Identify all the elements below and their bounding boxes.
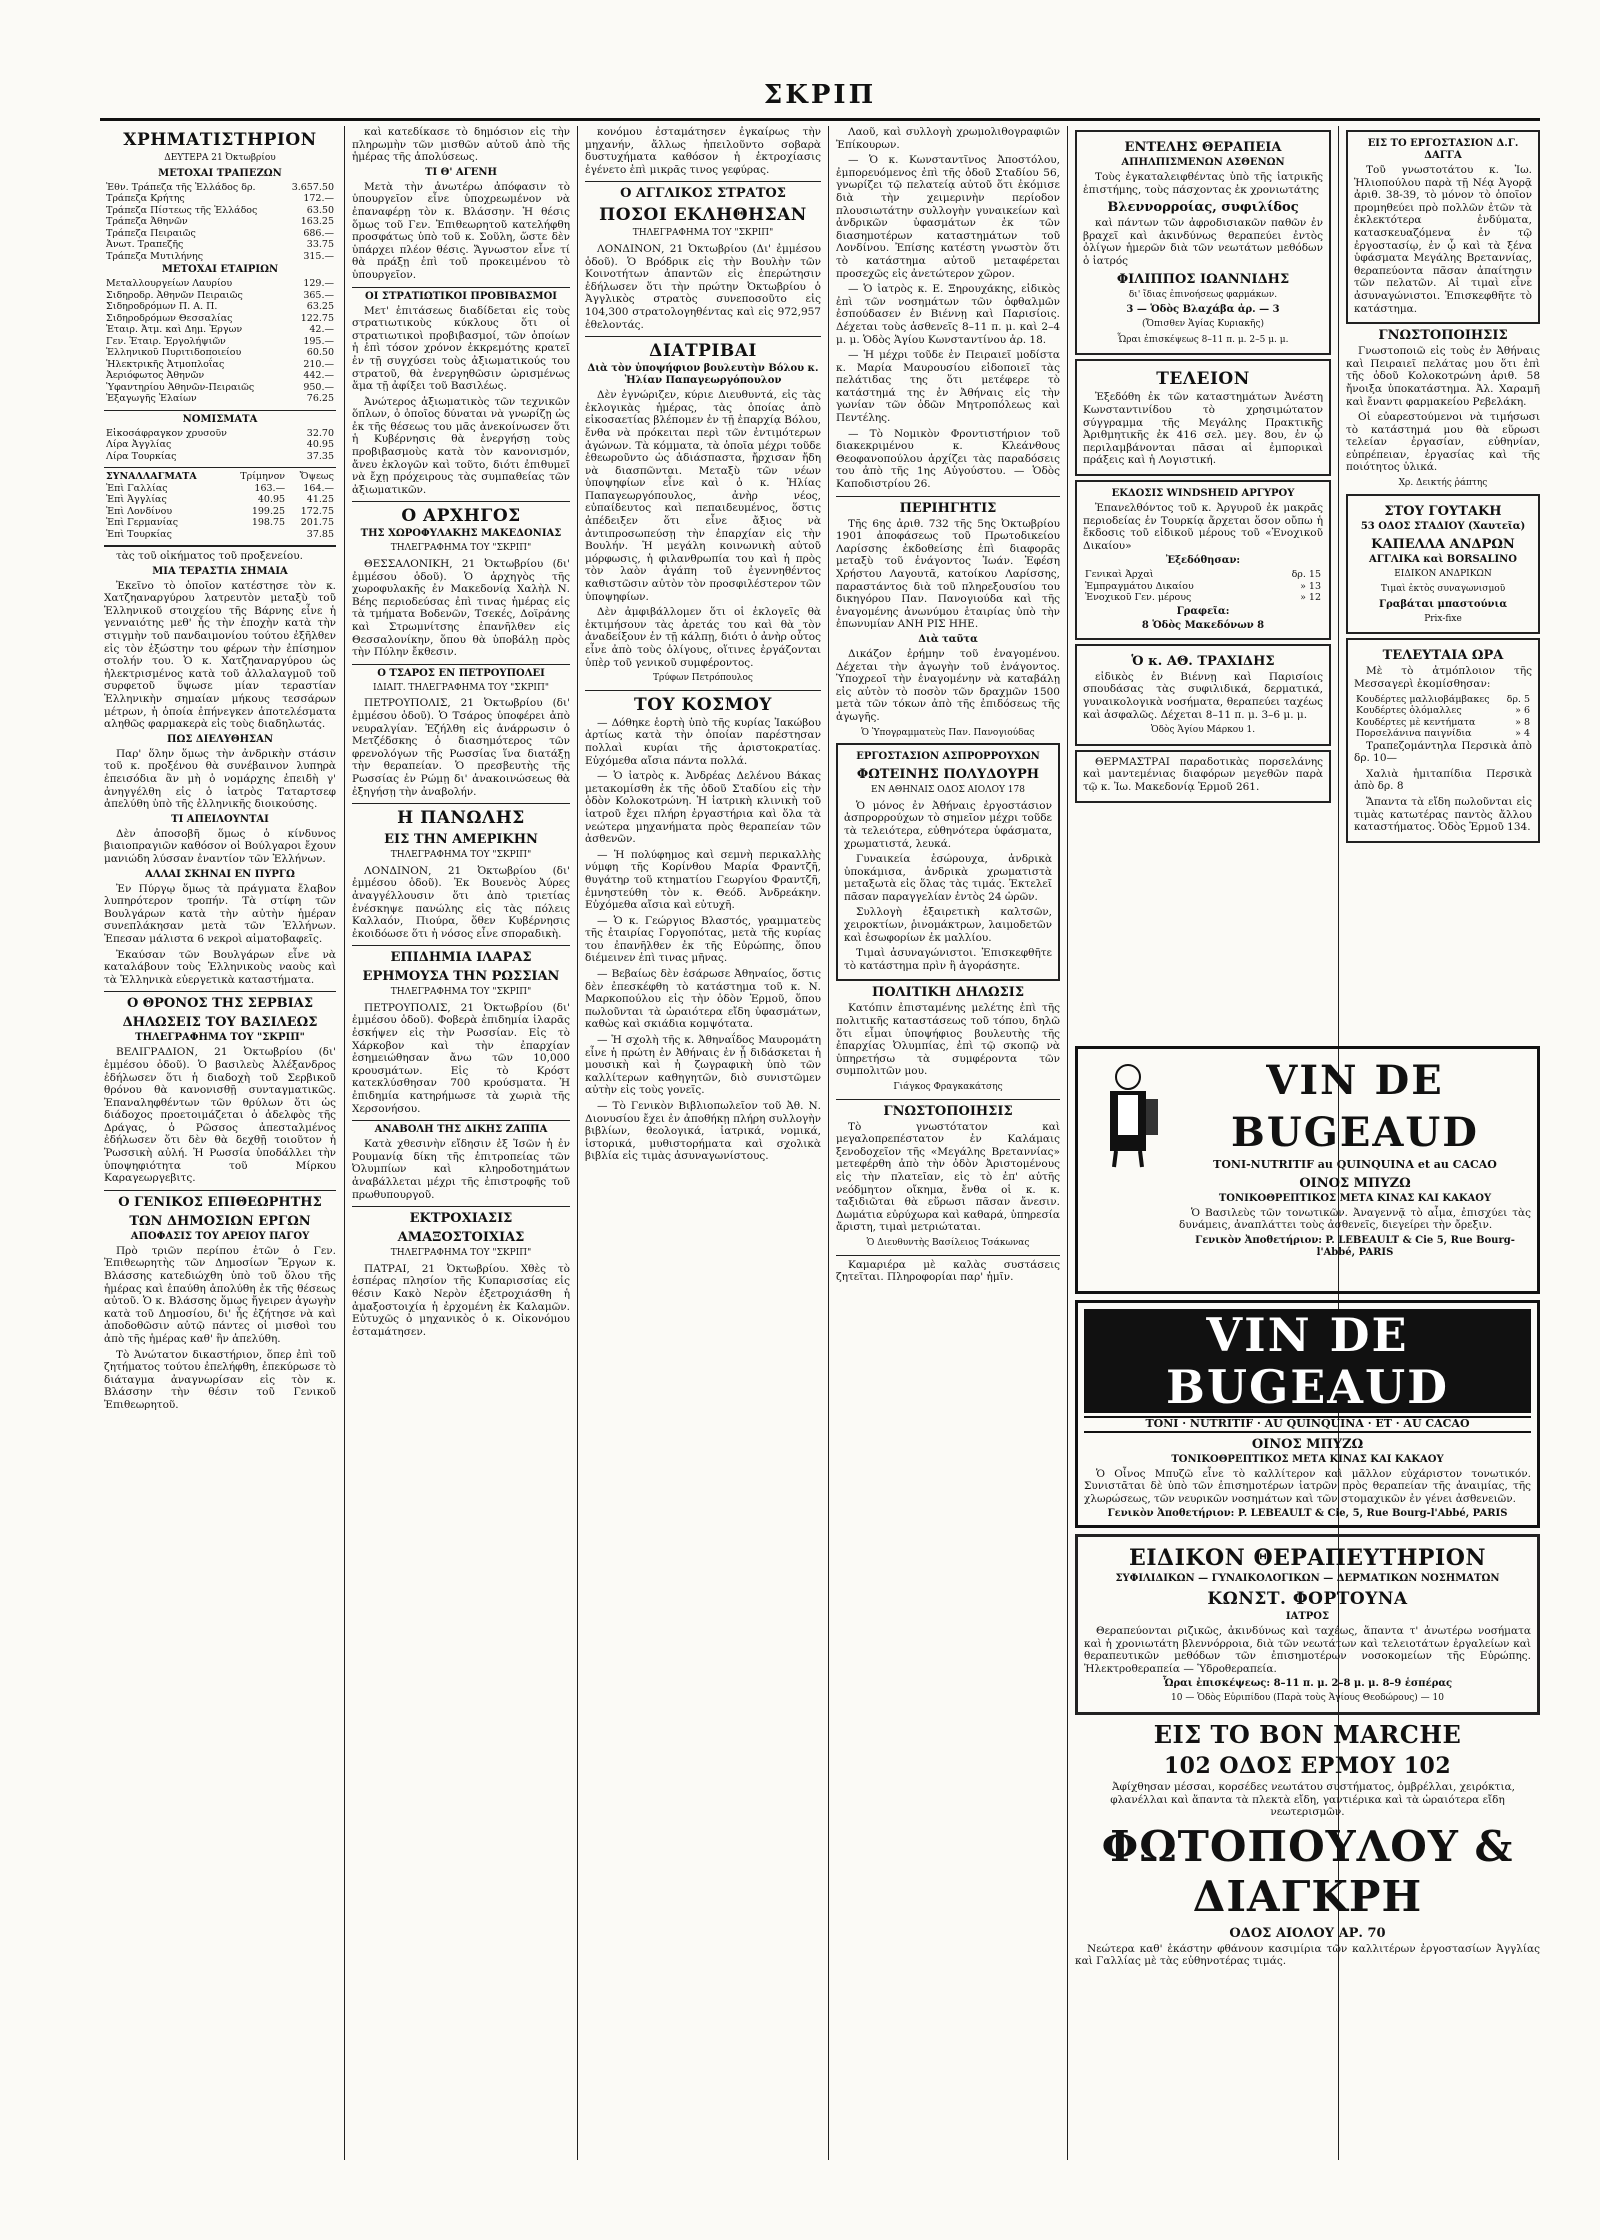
companies-title: ΜΕΤΟΧΑΙ ΕΤΑΙΡΙΩΝ [161, 264, 279, 276]
row-label: Τράπεζα Ἀθηνῶν [106, 216, 188, 228]
column-rule [344, 126, 345, 2160]
row-label: Ἡλεκτρικῆς Ἀτμοπλοΐας [106, 358, 225, 370]
hours: Ὧραι ἐπισκέψεως: 8–11 π. μ. 2–8 μ. μ. 8–9 ἑσπέρας [1162, 1678, 1453, 1690]
ad-teleion [1075, 359, 1331, 476]
signature: Γιάγκος Φραγκακάτσης [893, 1082, 1003, 1092]
hours: Ὧραι ἐπισκέψεως 8–11 π. μ. 2–5 μ. μ. [1117, 334, 1289, 345]
table-row [104, 359, 336, 371]
ad-agent: Γενικὸν Ἀποθετήριον: P. LEBEAULT & Cie 5, Rue Bourg-l'Abbé, PARIS [1195, 1234, 1515, 1258]
ad-title: VIN DE BUGEAUD [1231, 1057, 1479, 1156]
table-row [104, 205, 336, 217]
ad-goutaki [1346, 494, 1540, 635]
label: Γραφεῖα: [1176, 605, 1230, 617]
table-row [1354, 717, 1532, 729]
table-row [1354, 705, 1532, 717]
row-value: 3.657.50 [291, 181, 334, 193]
headline: ΕΡΗΜΟΥΣΑ ΤΗΝ ΡΩΣΣΙΑΝ [362, 969, 560, 985]
table-row [104, 193, 336, 205]
text: καὶ κατεδίκασε τὸ δημόσιον εἰς τὴν πληρωμὴν τῶν μισθῶν αὐτοῦ ἀπὸ τῆς ἡμέρας τῆς ἀπολύσεως. [352, 126, 570, 164]
fx-header: Ὄψεως [299, 471, 334, 483]
row-value: » 8 [1515, 716, 1530, 728]
text: Τιμαὶ ἐκτὸς συναγωνισμοῦ [1380, 584, 1506, 595]
row-value: 33.75 [306, 239, 334, 251]
column-4 [836, 126, 1060, 2160]
table-row [104, 483, 336, 495]
address: 10 — Ὁδὸς Εὐριπίδου (Παρὰ τοὺς Ἁγίους Θεοδώρους) — 10 [1171, 1693, 1444, 1704]
ad-bonmarche [1075, 1721, 1540, 1819]
headline: Ὁ κ. ΑΘ. ΤΡΑΧΙΔΗΣ [1131, 653, 1275, 669]
telegram-line: ΤΗΛΕΓΡΑΦΗΜΑ ΤΟΥ "ΣΚΡΙΠ" [632, 228, 774, 239]
table-row [104, 393, 336, 405]
text: ΑΓΓΛΙΚΑ καὶ BORSALINO [1368, 553, 1518, 565]
row-value: 41.25 [306, 494, 334, 506]
text: — Τὸ Νομικὸν Φροντιστήριον τοῦ διακεκριμένου κ. Κλεάνθους Θεοφανοπούλου ἀρχίζει τὰς παραδόσεις του ἀπὸ τῆς 1ης Αὐγούστου. — Ὁδὸς Καποδιστρίου 26. [836, 427, 1060, 491]
headline: ΦΙΛΙΠΠΟΣ ΙΩΑΝΝΙΔΗΣ [1116, 271, 1290, 287]
headline: Ο ΘΡΟΝΟΣ ΤΗΣ ΣΕΡΒΙΑΣ [126, 996, 314, 1012]
table-row [104, 439, 336, 451]
row-value: 199.25 [251, 505, 286, 517]
text: — Ὁ κ. Γεώργιος Βλαστός, γραμματεὺς τῆς ἐταιρίας Γοργοπότας, μετὰ τῆς κυρίας του ἐπανῆλθεν ἐκ τῆς Εὐρώπης, ὅπου διέμεινεν ἐπὶ τινας μῆνας. [585, 914, 821, 965]
text: Ὁ Βασιλεὺς τῶν τονωτικῶν. Ἀναγεννᾷ τὸ αἷμα, ἐπισχύει τὰς δυνάμεις, ἀναπλάττει τοὺς ἀσθενεῖς, διεγείρει τὴν ὄρεξιν. [1179, 1206, 1531, 1232]
headline: ΚΑΠΕΛΛΑ ΑΝΔΡΩΝ [1371, 536, 1515, 552]
address: 3 — Ὁδὸς Βλαχάβα ἀρ. — 3 [1126, 304, 1280, 316]
table-row [104, 278, 336, 290]
telegram-line: ΙΔΙΑΙΤ. ΤΗΛΕΓΡΑΦΗΜΑ ΤΟΥ "ΣΚΡΙΠ" [373, 682, 549, 693]
signature: Τρύφων Πετρόπουλος [653, 673, 753, 684]
ad-desc: ΤΟΝΙΚΟΘΡΕΠΤΙΚΟΣ ΜΕΤΑ ΚΙΝΑΣ ΚΑΙ ΚΑΚΑΟΥ [1171, 1453, 1444, 1465]
table-row [104, 251, 336, 263]
ad-vin-bugeaud-2 [1075, 1300, 1540, 1528]
table-row [104, 301, 336, 313]
text: Ἀφίχθησαν μέσσαι, κορσέδες νεωτάτου συστήματος, ὀμβρέλλαι, χειρόκτια, φλανέλλαι καὶ ἅπαντα τὰ πλεκτὰ εἴδη, γαντιέρικα καὶ τὰ ὡραιότερα εἴδη νεωτερισμῶν. [1110, 1780, 1516, 1819]
signature: Ὁ Διευθυντὴς Βασίλειος Τσάκωνας [866, 1237, 1030, 1248]
text: ΘΕΣΣΑΛΟΝΙΚΗ, 21 Ὀκτωβρίου (δι' ἐμμέσου ὁδοῦ). Ὁ ἀρχηγὸς τῆς χωροφυλακῆς ἐν Μακεδονίᾳ Χαλὴλ Ν. Βέης περιοδεύσας ἐπὶ τινας ἡμέρας εἰς τὰ τμήματα Βοδενῶν, Τσεκές, Δοϊράνης καὶ Στρωμνίτσης ἐπανῆλθεν εἰς Θεσσαλονίκην, ὅπου θὰ ὑποβάλῃ πρὸς τὴν Πύλην ἔκθεσιν. [352, 558, 570, 659]
headline: ΕΙΔΙΚΟΝ ΘΕΡΑΠΕΥΤΗΡΙΟΝ [1128, 1545, 1487, 1571]
headline: 102 ΟΔΟΣ ΕΡΜΟΥ 102 [1163, 1752, 1452, 1779]
ad-title: VIN DE BUGEAUD [1084, 1309, 1531, 1413]
headline: ΤΟΥ ΚΟΣΜΟΥ [634, 694, 772, 715]
headline: ΕΙΣ ΤΗΝ ΑΜΕΡΙΚΗΝ [384, 832, 538, 848]
text: Θεραπεύονται ριζικῶς, ἀκινδύνως καὶ ταχέως, ἅπαντα τ' ἀνωτέρω νοσήματα καὶ ἡ χρονιωτάτη βλεννόρροια, διὰ τῶν νεωτάτων καὶ τελειοτάτων ἐργαλείων καὶ θεραπευτικῶν μεθόδων τῶν ἐπισημοτέρων νοσοκομείων τῆς Εὐρώπης. Ἠλεκτροθεραπεία — Ὑδροθεραπεία. [1084, 1625, 1531, 1675]
ad-subtitle: TONI · NUTRITIF · AU QUINQUINA · ET · AU CACAO [1084, 1416, 1531, 1433]
row-value: 42.— [309, 324, 334, 336]
row-value: 32.70 [306, 427, 334, 439]
text: τὰς τοῦ οἰκήματος τοῦ προξενείου. [116, 550, 303, 563]
signature: Ὁ Ὑπογραμματεὺς Παν. Πανογιούδας [861, 727, 1035, 738]
headline: ΦΩΤΕΙΝΗΣ ΠΟΛΥΔΟΥΡΗ [856, 767, 1040, 783]
text: — Ὁ κ. Κωνσταντῖνος Ἀποστόλου, ἐμπορευόμενος ἐπὶ τῆς ὁδοῦ Σταδίου 56, γνωρίζει τῷ πελατείᾳ αὐτοῦ ὅτι ἐκόμισε διὰ τὴν χειμερινὴν περίοδον πλουσιωτάτην συλλογὴν γυναικείων καὶ ἀνδρικῶν ὑφασμάτων ἐκ τῶν διασημοτέρων καταστημάτων τοῦ Λονδίνου. Ἐπίσης κατέστη γνωστὸν ὅτι τὸ κατάστημα αὐτοῦ μεταφέρεται προσεχῶς εἰς ἀνετώτερον χῶρον. [836, 154, 1060, 280]
column-rule [828, 126, 829, 2160]
ad-thermastres [1075, 750, 1331, 803]
text: — Τὸ Γενικὸν Βιβλιοπωλεῖον τοῦ Ἀθ. Ν. Διονυσίου ἔχει ἐν ἀποθήκῃ πλήρη συλλογὴν βιβλίων, θεολογικά, ἰατρικά, νομικά, ἱστορικά, μυθιστορήματα καὶ σχολικὰ βιβλία εἰς τιμὰς ἀσυναγωνίστους. [585, 1100, 821, 1163]
row-value: 172.75 [300, 505, 334, 517]
headline: Ο ΤΣΑΡΟΣ ΕΝ ΠΕΤΡΟΥΠΟΛΕΙ [377, 667, 545, 679]
row-label: Τράπεζα Πίστεως τῆς Ἑλλάδος [106, 204, 258, 216]
headline: ΟΙ ΣΤΡΑΤΙΩΤΙΚΟΙ ΠΡΟΒΙΒΑΣΜΟΙ [365, 290, 557, 302]
row-label: Κουδέρτες ὁλόμαλλες [1356, 705, 1462, 717]
table-row [104, 216, 336, 228]
text: Νεώτερα καθ' ἑκάστην φθάνουν κασιμίρια τῶν καλλιτέρων ἐργοστασίων Ἀγγλίας καὶ Γαλλίας μὲ τὰς εὐθηνοτέρας τιμάς. [1075, 1942, 1540, 1968]
text: Τιμαὶ ἀσυναγώνιστοι. Ἐπισκεφθῆτε τὸ κατάστημα πρὶν ἢ ἀγοράσητε. [844, 947, 1052, 972]
text: Τῆς 6ης ἀριθ. 732 τῆς 5ης Ὀκτωβρίου 1901 ἀποφάσεως τοῦ Πρωτοδικείου Λαρίσσης ἐκδοθείσης ἐπὶ διαφορᾶς μεταξὺ τοῦ ἐνάγοντος Ἰωάν. Ἐφέση Χρήστου Λαγουτᾶ, κατοίκου Λαρίσσης, παραστάντος διὰ τοῦ πληρεξουσίου του δικηγόρου Παν. Πανογιούδα καὶ τῆς ἐναγομένης ἀνωνύμου ἑταιρίας ὑπὸ τὴν ἐπωνυμίαν ΑΝΗ ΡΙΣ ΗΗΕ. [836, 517, 1060, 631]
headline: ΓΝΩΣΤΟΠΟΙΗΣΙΣ [883, 1103, 1013, 1119]
address: Ὁδὸς Ἁγίου Μάρκου 1. [1150, 725, 1256, 736]
headline: Διὰ ταῦτα [918, 633, 978, 645]
row-value: 37.85 [306, 528, 334, 540]
address: 8 Ὁδὸς Μακεδόνων 8 [1141, 619, 1265, 631]
masthead-title: ΣΚΡΙΠ [763, 80, 877, 110]
table-row [104, 494, 336, 506]
text: Τὸ Ἀνώτατον δικαστήριον, ὅπερ ἐπὶ τοῦ ζητήματος τούτου ἐπελήφθη, ἐπεκύρωσε τὸ διάταγμα ἀναγνωρίσαν εἰς τὸν κ. Βλάσσην τὴν θέσιν τοῦ Γενικοῦ Ἐπιθεωρητοῦ. [104, 1348, 336, 1411]
headline: ΙΑΤΡΟΣ [1285, 1611, 1330, 1622]
row-value: 40.95 [306, 439, 334, 451]
column-3 [585, 126, 821, 2160]
stock-date: ΔΕΥΤΕΡΑ 21 Ὀκτωβρίου [164, 153, 276, 163]
text: Γραβάται μπαστούνια [1378, 598, 1508, 610]
row-value: 163.25 [300, 216, 334, 228]
headline: Ο ΑΓΓΛΙΚΟΣ ΣΤΡΑΤΟΣ [620, 186, 786, 202]
ad-eis [1346, 130, 1540, 324]
text: Δὲν ἀμφιβάλλομεν ὅτι οἱ ἐκλογεῖς θὰ ἐκτιμήσουν τὰς ἀρετάς του καὶ θὰ τὸν ἀναδείξουν ἐν τῇ κάλπῃ, διότι ὁ ἀνὴρ οὗτος εἶνε ἀπὸ τοὺς ὀλίγους, οἵτινες ἐργάζονται ὑπὲρ τοῦ γενικοῦ συμφέροντος. [585, 606, 821, 669]
row-label: Κουδέρτες μαλλιοβάμβακες [1356, 693, 1490, 705]
table-row [104, 428, 336, 440]
headline: ΔΗΛΩΣΕΙΣ ΤΟΥ ΒΑΣΙΛΕΩΣ [122, 1015, 318, 1031]
text: Χαλιὰ ἡμιταπίδια Περσικὰ ἀπὸ δρ. 8 [1354, 767, 1532, 793]
fx-title: ΣΥΝΑΛΛΑΓΜΑΤΑ [106, 471, 197, 483]
headline: ΠΟΛΙΤΙΚΗ ΔΗΛΩΣΙΣ [871, 985, 1025, 1001]
headline: ΠΩΣ ΔΙΕΛΥΘΗΣΑΝ [167, 733, 273, 745]
row-value: 129.— [303, 278, 334, 290]
row-label: Ὑφαντηρίου Ἀθηνῶν-Πειραιῶς [106, 381, 255, 393]
row-label: Τράπεζα Μυτιλήνης [106, 250, 204, 262]
headline: ΤΗΣ ΧΩΡΟΦΥΛΑΚΗΣ ΜΑΚΕΔΟΝΙΑΣ [360, 528, 562, 540]
text: Prix-fixe [1424, 613, 1462, 624]
text: Ἐκεῖνο τὸ ὁποῖον κατέστησε τὸν κ. Χατζηαναργύρου λατρευτὸν μεταξὺ τοῦ Ἑλληνικοῦ στοιχείου τῆς Βάρνης εἶνε ἡ γενναιότης μεθ' ἧς τὴν ἐποχὴν κατὰ τὴν στιγμὴν τοῦ πανδαιμονίου τούτου ἐξῆλθεν εἰς τὸν ἐξώστην του φέρων τὴν ἐπίσημον στολήν του. Ὁ κ. Χατζηαναργύρου ὡς ἠλεκτρισμένος κατὰ τοῦ ἀλλαλαγμοῦ τοῦ συρφετοῦ ὕψωσε μίαν τεραστίαν Ἑλληνικὴν σημαίαν μήκους τεσσάρων μέτρων, ἡ ὁποία ἐπήνεγκεν ἀποτελέσματα αληθῶς φαρμακερὰ εἰς τοὺς διαδηλωτάς. [104, 579, 336, 731]
row-value: 315.— [303, 250, 334, 262]
text: Μετὰ τὴν ἀνωτέρω ἀπόφασιν τὸ ὑπουργεῖον εἶνε ὑποχρεωμένον νὰ ἐπαναφέρῃ τὸν κ. Βλάσσην. Ἡ θέσις ὅμως τοῦ Γεν. Ἐπιθεωρητοῦ κατελήφθη προσφάτως ὑπὸ τοῦ κ. Σοῦλη, ὥστε δὲν ὑπάρχει πλέον θέσις. Ἄγνωστον εἶνε τί θὰ πράξῃ ἐπὶ τοῦ προκειμένου τὸ ὑπουργεῖον. [352, 180, 570, 281]
text: Πρὸ τριῶν περίπου ἐτῶν ὁ Γεν. Ἐπιθεωρητὴς τῶν Δημοσίων Ἔργων κ. Βλάσσης κατεδιώχθη ὑπὸ τοῦ ὅλου τῆς ἡμέρας καὶ ἐπαύθη ἀπολύθη ἐκ τῆς θέσεως αὐτοῦ. Ὁ κ. Βλάσσης ὅμως ἤγειρεν ἀγωγὴν κατὰ τοῦ Δημοσίου, δι' ἧς ἐζήτησε νὰ καὶ ἀποδοθῶσιν αὐτῷ πάντες οἱ μισθοὶ του ἀπὸ τῆς ἡμέρας καθ' ἣν ἀπελύθη. [104, 1244, 336, 1345]
table-row [1083, 569, 1323, 581]
row-value: » 4 [1515, 728, 1530, 740]
table-row [1354, 728, 1532, 740]
row-label: Ἐπὶ Γαλλίας [106, 482, 168, 494]
row-label: Ἐπὶ Λονδίνου [106, 505, 173, 517]
ad-fotopoulou-title: ΦΩΤΟΠΟΥΛΟΥ & ΔΙΑΓΚΡΗ [1101, 1821, 1514, 1921]
text: Ἀνώτερος ἀξιωματικὸς τῶν τεχνικῶν ὅπλων, ὁ ὁποῖος δύναται νὰ γνωρίζῃ ὡς ἐκ τῆς θέσεως του μᾶς ἀνεκοίνωσεν ὅτι ἡ Κυβέρνησις θὰ ἐνεργήσῃ τοὺς προβιβασμοὺς κατὰ τὸν κανονισμόν, ἄνευ ἐκλογῶν καὶ τοῦτο, διότι ἐπιθυμεῖ νὰ ἔχῃ πρόχειρους τὰς συμπαθείας τῶν ἀξιωματικῶν. [352, 395, 570, 496]
table-row [104, 290, 336, 302]
text: ΠΕΤΡΟΥΠΟΛΙΣ, 21 Ὀκτωβρίου (δι' ἐμμέσου ὁδοῦ). Ὁ Τσάρος ὑποφέρει ἀπὸ νευραλγίαν. Ἐζήλθη εἰς ἀνάρρωσιν ὁ Μετζέδσκης ὁ διασημότερος τῶν φρενολόγων τῆς Ρωσσίας ἵνα διατάξῃ τὴν θεραπείαν. Ὁ πρεσβευτὴς τῆς Ρωσσίας ἐν Ρώμῃ δι' ἀνακοινώσεως θὰ ἐξηγήσῃ τὴν ἀναβολήν. [352, 697, 570, 798]
ad-trachidis [1075, 644, 1331, 746]
masthead [100, 80, 1540, 121]
headline: ΠΕΡΙΗΓΗΤΙΣ [899, 500, 997, 516]
row-value: 60.50 [306, 347, 334, 359]
table-row [104, 370, 336, 382]
text: — Ὁ ἰατρὸς κ. Ε. Ξηρουχάκης, εἰδικὸς ἐπὶ τῶν νοσημάτων τῶν ὀφθαλμῶν ἐσπούδασεν ἐν Βιέννῃ καὶ Παρισίοις. Δέχεται τοὺς ἀσθενεῖς 8–11 π. μ. καὶ 2–4 μ. μ. Ὁδὸς Ἁγίου Κωνσταντίνου ἀρ. 18. [836, 283, 1060, 346]
row-value: δρ. 5 [1506, 693, 1530, 705]
text: — Ἡ σχολὴ τῆς κ. Ἀθηναΐδος Μαυρομάτη εἶνε ἡ πρώτη ἐν Ἀθήναις ἐν ᾗ διδάσκεται ἡ μουσικὴ καὶ ἡ ζωγραφικὴ ὑπὸ τῶν καλλίτερων καθηγητῶν, διὸ συνιστῶμεν αὐτὴν εἰς τοὺς γονεῖς. [585, 1034, 821, 1097]
text: Ἅπαντα τὰ εἴδη πωλοῦνται εἰς τιμὰς κατωτέρας παντὸς ἄλλου καταστήματος. Ὁδὸς Ἑρμοῦ 134. [1354, 796, 1532, 834]
row-label: Μεταλλουργείων Λαυρίου [106, 278, 233, 290]
address: ΕΝ ΑΘΗΝΑΙΣ ΟΔΟΣ ΑΙΟΛΟΥ 178 [871, 785, 1025, 796]
text: δι' ἴδιας ἐπινοήσεως φαρμάκων. [1128, 289, 1278, 300]
row-label: Τράπεζα Κρήτης [106, 193, 185, 205]
headline: ΚΩΝΣΤ. ΦΟΡΤΟΥΝΑ [1207, 1589, 1408, 1609]
text: κονόμου ἐσταμάτησεν ἐγκαίρως τὴν μηχανήν, ἄλλως ἠπειλοῦντο σοβαρὰ δυστυχήματα καθόσον ἡ ἐκτροχίασις ἐγένετο ἐπὶ μικρᾶς τινος γεφύρας. [585, 126, 821, 176]
table-row [104, 529, 336, 541]
row-label: Ἑλληνικοῦ Πυριτιδοποιείου [106, 347, 242, 359]
text: Παρ' ὅλην ὅμως τὴν ἀνδρικὴν στάσιν τοῦ κ. προξένου θὰ συνέβαινον λυπηρὰ ἐπεισόδια ἂν μὴ ὁ νομάρχης ἐπειδὴ γ' ἀνηγγέλθη εἰς ὁ ἰατρὸς Ταταρτσεφ ἀπελύθη ὑπὸ τῆς ἑλληνικῆς διοικούσης. [104, 747, 336, 811]
text: Δικάζον ἐρήμην τοῦ ἐναγομένου. Δέχεται τὴν ἀγωγὴν τοῦ ἐνάγοντος. Ὑποχρεοῖ τὴν ἐναγομένην νὰ καταβάλῃ εἰς αὐτὸν τὸ ποσὸν τῶν δραχμῶν 1500 μετὰ τῶν τόκων ἀπὸ τῆς ἐπιδόσεως τῆς ἀγωγῆς. [836, 647, 1060, 723]
headline: ΤΙ Θ' ΑΓΕΝΗ [425, 166, 497, 178]
row-value: 40.95 [257, 494, 286, 506]
table-row [104, 336, 336, 348]
row-label: Ἐπὶ Ἀγγλίας [106, 494, 167, 506]
headline: ΤΩΝ ΔΗΜΟΣΙΩΝ ΕΡΓΩΝ [129, 1213, 311, 1229]
table-row [104, 228, 336, 240]
text: Κατὰ χθεσινὴν εἴδησιν ἐξ Ἱσῶν ἡ ἐν Ρουμανίᾳ δίκη τῆς ἐπιτροπείας τῶν Ὀλυμπίων καὶ κληροδοτημάτων ἀναβάλλεται μέχρι τῆς ἐπιστροφῆς τοῦ πρωθυπουργοῦ. [352, 1138, 570, 1201]
column-5 [1075, 126, 1331, 1030]
text: Τὸ γνωστότατον καὶ μεγαλοπρεπέστατον ἐν Καλάμαις ξενοδοχεῖον τῆς «Μεγάλης Βρεταννίας» μετεφέρθη ἀπὸ τὴν ὁδὸν Ἀριστομένους εἰς τὴν πλατεῖαν, εἰς τὸ ἐπ' αὐτῆς νεόδμητον οἴκημα, ἔνθα οἱ κ. κ. ταξιδιῶται θὰ εὕρωσι πᾶσαν ἄνεσιν. Δωμάτια εὐρύχωρα καὶ καθαρά, ὑπηρεσία ἄριστη, τιμαὶ μετριώταται. [836, 1120, 1060, 1234]
ad-agent: Γενικὸν Ἀποθετήριον: P. LEBEAULT & Cie, 5, Rue Bourg-l'Abbé, PARIS [1107, 1508, 1508, 1520]
table-row [104, 506, 336, 518]
row-label: Γενικαὶ Ἀρχαὶ [1085, 569, 1154, 581]
fx-table [104, 471, 336, 540]
row-value: 63.50 [306, 204, 334, 216]
address: 53 ΟΔΟΣ ΣΤΑΔΙΟΥ (Χαυτεῖα) [1360, 520, 1526, 532]
text: ΘΕΡΜΑΣΤΡΑΙ παραδοτικὰς πορσελάνης καὶ μαντεμένιας διαφόρων μεγεθῶν παρὰ τῷ κ. Ἰω. Μακεδονίᾳ Ἑρμοῦ 261. [1083, 755, 1323, 793]
headline: ΕΠΙΔΗΜΙΑ ΙΛΑΡΑΣ [390, 950, 532, 966]
headline: ΕΙΣ ΤΟ BON MARCHE [1153, 1719, 1462, 1749]
waiter-illustration [1088, 1059, 1168, 1169]
banks-title: ΜΕΤΟΧΑΙ ΤΡΑΠΕΖΩΝ [158, 167, 282, 179]
text: Τοῦ γνωστοτάτου κ. Ἰω. Ἡλιοπούλου παρὰ τῇ Νέᾳ Ἀγορᾷ ἀριθ. 38-39, τὸ μόνον τὸ ὁποῖον προμηθεύει πρὸ πολλῶν ἐτῶν τὰ ἐκλεκτότερα ἐνδύματα, κατασκευαζόμενα ἐν τῷ ἐργοστασίῳ, ἐν ᾧ καὶ τὰ ξένα ὑφάσματα Μεγάλης Βρεταννίας, θεραπεύοντα πᾶσαν ἀπαίτησιν τῶν πελατῶν. Αἱ τιμαὶ εἶνε ἀσυναγώνιστοι. Ἐπισκεφθῆτε τὸ κατάστημα. [1354, 164, 1532, 315]
items-table [1354, 694, 1532, 740]
ad-subtitle: TONI-NUTRITIF au QUINQUINA et au CACAO [1213, 1158, 1497, 1171]
headline: ΣΤΟΥ ΓΟΥΤΑΚΗ [1384, 503, 1502, 519]
text: Γυναικεία ἐσώρουχα, ἀνδρικὰ ὑποκάμισα, ἀνδρικὰ χρωματιστὰ μεταξωτὰ εἰς ὅλας τὰς τιμάς. Ἐκτελεῖ πᾶσαν παραγγελίαν ἐντὸς 24 ὡρῶν. [844, 853, 1052, 903]
text: Ἐν Πύργῳ ὅμως τὰ πράγματα ἔλαβον λυπηρότερον τροπήν. Τὰ στίφη τῶν Βουλγάρων κατὰ τὴν αὐτὴν ἡμέραν συνεπλάκησαν μετὰ τῶν Ἑλλήνων. Ἐπεσαν μάλιστα 6 νεκροὶ αἱματοβαφεῖς. [104, 882, 336, 945]
row-label: Ἐπὶ Τουρκίας [106, 528, 172, 540]
stock-exchange-title: ΧΡΗΜΑΤΙΣΤΗΡΙΟΝ [123, 130, 317, 150]
text: ΛΟΝΔΙΝΟΝ, 21 Ὀκτωβρίου (δι' ἐμμέσου ὁδοῦ). Ἐκ Βουενὸς Ἀύρες ἀναγγέλλουσιν ὅτι ἀπὸ τριετίας ἐνέσκηψε πανώλης εἰς τὰς πόλεις Καλλαόν, Πιούρα, ὅθεν Κυβέρνησις ἐκοιδόωσε ὅτι ἡ νόσος εἶνε σποραδικὴ. [352, 864, 570, 940]
table-row [104, 382, 336, 394]
text: Ἐξεδόθη ἐκ τῶν καταστημάτων Ἀνέστη Κωνσταντινίδου τὸ χρησιμώτατον σύγγραμμα τῆς Μεγάλης Πρακτικῆς Ἀριθμητικῆς ἐκ 416 σελ. μεγ. 8ου, ἐν ᾧ περιλαμβάνονται πᾶσαι αἱ ἐμπορικαὶ πράξεις καὶ ἡ Λογιστική. [1083, 391, 1323, 467]
headline: ΤΕΛΕΥΤΑΙΑ ΩΡΑ [1382, 648, 1504, 664]
text: Μετ' ἐπιτάσεως διαδίδεται εἰς τοὺς στρατιωτικοὺς κύκλους ὅτι οἱ στρατιωτικοὶ προβιβασμοί, τῶν ὁποίων ἡ ἐπὶ τόσον χρόνον ἐκκρεμότης κρατεῖ ἐν τῇ συγχύσει τοὺς ἀξιωματικούς του στρατοῦ, θὰ ἐνεργηθῶσιν ὡρισμένως ἅμα τῇ ἀφίξει τοῦ Βασιλέως. [352, 304, 570, 393]
row-value: 63.25 [306, 301, 334, 313]
telegram-line: ΤΗΛΕΓΡΑΦΗΜΑ ΤΟΥ "ΣΚΡΙΠ" [390, 543, 532, 554]
coins-table [104, 428, 336, 463]
ad-windshield [1075, 480, 1331, 640]
row-label: Κουδέρτες μὲ κεντήματα [1356, 716, 1476, 728]
ad-vin-bugeaud-1 [1075, 1046, 1540, 1294]
fx-header: Τρίμηνον [240, 471, 286, 483]
headline: ΔΙΑΤΡΙΒΑΙ [649, 341, 757, 362]
table-row [104, 451, 336, 463]
text: Γνωστοποιῶ εἰς τοὺς ἐν Ἀθήναις καὶ Πειραιεῖ πελάτας μου ὅτι ἐπὶ τῆς ὁδοῦ Κολοκοτρώνη ἀριθ. 58 ἤνοιξα ὑποκατάστημα. Ἀλ. Χαραμῆ καὶ ἔναντι φαρμακείου Ρεβελάκη. [1346, 345, 1540, 408]
row-value: 198.75 [251, 517, 286, 529]
row-value: » 12 [1300, 592, 1321, 604]
table-row [104, 182, 336, 194]
row-label: Ἑταιρ. Ἀτμ. καὶ Δημ. Ἐργων [106, 324, 243, 336]
headline: Η ΠΑΝΩΛΗΣ [397, 808, 525, 829]
row-value: 365.— [303, 289, 334, 301]
text: Οἱ εὐαρεστούμενοι νὰ τιμήσωσι τὸ κατάστημά μου θὰ εὕρωσι τελείαν ἐργασίαν, εὐθηνίαν, εὐπρέπειαν, ἐργασίας καὶ τῆς ποιότητος ὑλικά. [1346, 411, 1540, 474]
row-label: Ἀνωτ. Τραπεζῆς [106, 239, 184, 251]
text: — Βεβαίως δὲν ἐσάρωσε Ἀθηναίος, ὅστις δὲν ἐπεσκέφθη τὸ κατάστημα τοῦ κ. Ν. Μαρκοπούλου εἰς τὴν ὁδὸν Ἑρμοῦ, ὅπου πωλοῦνται τὰ ὡραιότερα εἴδη ὑφασμάτων, καθὼς καὶ σκιάδια κομψότατα. [585, 968, 821, 1031]
telegram-line: ΤΗΛΕΓΡΑΦΗΜΑ ΤΟΥ "ΣΚΡΙΠ" [135, 1032, 305, 1044]
row-label: Ἐμπραγμάτου Δικαίου [1085, 580, 1194, 592]
text: ΒΕΛΙΓΡΑΔΙΟΝ, 21 Ὀκτωβρίου (δι' ἐμμέσου ὁδοῦ). Ὁ βασιλεὺς Ἀλέξανδρος ἐδήλωσεν ὅτι ἡ διαδοχὴ τοῦ Σερβικοῦ θρόνου θὰ κανονισθῇ συνταγματικῶς. Ἐπαναληφθέντων τῶν θρύλων ὅτι ὡς διάδοχος προετοιμάζεται ὁ ἀδελφὸς τῆς Δράγας, ὁ Ρῶσσος ἀπεσταλμένος ἐδήλωσεν ὅτι δὲν θὰ δεχθῇ τοιοῦτον ἡ Ῥωσσικὴ αὐλή. Ἡ Ρωσσία ὑποδάλλει τὴν ὑποψηφιότητα τοῦ Μίρκου Καραγεωργεβιτς. [104, 1046, 336, 1185]
ad-fotini [836, 743, 1060, 981]
table-row [1354, 694, 1532, 706]
headline: ΕΝΤΕΛΗΣ ΘΕΡΑΠΕΙΑ [1124, 140, 1282, 155]
table-row [1083, 592, 1323, 604]
text: Καμαριέρα μὲ καλὰς συστάσεις ζητεῖται. Πληροφορίαι παρ' ἡμῖν. [836, 1258, 1060, 1284]
text: Τραπεζομάντηλα Περσικὰ ἀπὸ δρ. 10— [1354, 739, 1532, 765]
ad-eidikon [1075, 1534, 1540, 1715]
headline: Βλεννορροίας, συφιλίδος [1107, 200, 1299, 216]
table-row [104, 347, 336, 359]
ad-name: ΟΙΝΟΣ ΜΠΥΖΩ [1251, 1436, 1364, 1452]
row-label: Λίρα Τουρκίας [106, 450, 177, 462]
headline: ΕΡΓΟΣΤΑΣΙΟΝ ΑΣΠΡΟΡΡΟΥΧΩΝ [856, 751, 1040, 763]
text: Ἐπανελθόντος τοῦ κ. Ἀργυροῦ ἐκ μακρᾶς περιοδείας ἐν Τουρκίᾳ ἄρχεται ὅσον οὔπω ἡ ἔκδοσις τοῦ εἰδικοῦ μέρους τοῦ «Ἐνοχικοῦ Δικαίου» [1083, 501, 1323, 552]
row-value: 201.75 [300, 517, 334, 529]
row-label: Ἐθν. Τράπεζα τῆς Ἑλλάδος δρ. [106, 181, 256, 193]
text: — Ἡ πολύφημος καὶ σεμνὴ περικαλλὴς νύμφη τῆς Κορίνθου Μαρία Φραντζῆ, θυγάτηρ τοῦ κτηματίου Γεωργίου Φραντζῆ, ἐμνηστεύθη τὸν κ. Θεόδ. Ἀνδρεάκην. Εὐχόμεθα αἴσια καὶ εὐτυχῆ. [585, 848, 821, 912]
headline: ΜΙΑ ΤΕΡΑΣΤΙΑ ΣΗΜΑΙΑ [152, 565, 288, 577]
ad-entelis [1075, 130, 1331, 355]
column-2 [352, 126, 570, 2160]
headline: ΕΙΣ ΤΟ ΕΡΓΟΣΤΑΣΙΟΝ Δ.Γ. ΔΑΓΓΑ [1367, 138, 1519, 161]
table-row [104, 324, 336, 336]
row-value: 164.— [303, 482, 334, 494]
text: ΕΙΔΙΚΟΝ ΑΝΔΡΙΚΩΝ [1394, 568, 1492, 579]
row-value: 686.— [303, 227, 334, 239]
text: Μὲ τὸ ἀτμόπλοιον τῆς Μεσσαγερὶ ἐκομίσθησαν: [1354, 665, 1532, 691]
row-value: 210.— [303, 358, 334, 370]
headline: ΑΛΛΑΙ ΣΚΗΝΑΙ ΕΝ ΠΥΡΓΩ [145, 868, 295, 880]
ad-block-wide [1075, 1040, 1540, 2160]
headline: ΤΙ ΑΠΕΙΛΟΥΝΤΑΙ [171, 813, 269, 825]
column-6 [1346, 126, 1540, 1030]
text: Τοὺς ἐγκαταλειφθέντας ὑπὸ τῆς ἰατρικῆς ἐπιστήμης, τοὺς πάσχοντας ἐκ χρονιωτάτης [1083, 171, 1323, 196]
headline: ΑΠΗΛΠΙΣΜΕΝΩΝ ΑΣΘΕΝΩΝ [1121, 157, 1285, 168]
row-value: 195.— [303, 335, 334, 347]
column-1 [104, 126, 336, 2160]
row-value: 163.— [254, 482, 286, 494]
ad-desc: ΤΟΝΙΚΟΘΡΕΠΤΙΚΟΣ ΜΕΤΑ ΚΙΝΑΣ ΚΑΙ ΚΑΚΑΟΥ [1218, 1192, 1492, 1204]
headline: ΣΥΦΙΛΙΔΙΚΩΝ — ΓΥΝΑΙΚΟΛΟΓΙΚΩΝ — ΔΕΡΜΑΤΙΚΩΝ ΝΟΣΗΜΑΤΩΝ [1115, 1573, 1500, 1584]
row-value: 172.— [303, 193, 334, 205]
row-value: 950.— [303, 381, 334, 393]
text: ΛΟΝΔΙΝΟΝ, 21 Ὀκτωβρίου (Δι' ἐμμέσου ὁδοῦ). Ὁ Βρόδρικ εἰς τὴν Βουλὴν τῶν Κοινοτήτων ἀπαντῶν εἰς ἐπερώτησιν ἐδήλωσεν ὅτι τὴν πρώτην Ὀκτωβρίου ὁ Ἀγγλικὸς στρατὸς συνεποσοῦτο εἰς 104,300 στρατολογηθέντας καὶ εἰς 972,957 ἐθελοντάς. [585, 242, 821, 331]
price-table [1083, 569, 1323, 604]
text: Δὲν ἀποσοβῆ ὅμως ὁ κίνδυνος βιαιοπραγιῶν καθόσον οἱ Βούλγαροι ἔχουν μανιώδη λύσσαν ἐναντίον τῶν Ἑλλήνων. [104, 827, 336, 865]
headline: ΑΠΟΦΑΣΙΣ ΤΟΥ ΑΡΕΙΟΥ ΠΑΓΟΥ [130, 1230, 310, 1242]
signature: Χρ. Δεικτής ῥάπτης [1398, 478, 1488, 489]
text: Ἐκαύσαν τῶν Βουλγάρων εἶνε νὰ καταλάβουν τοὺς Ἑλληνικοὺς ναοὺς καὶ τὰ Ἑλληνικὰ εὐεργετικὰ καταστήματα. [104, 948, 336, 986]
text: Ὁ μόνος ἐν Ἀθήναις ἐργοστάσιον ἀσπρορρούχων τὸ σημεῖον μέχρι τοῦδε τὰ τελειότερα, εὐθηνότερα ὑφάσματα, χρωματιστά, λευκά. [844, 799, 1052, 850]
text: — Ὁ ἰατρὸς κ. Ἀνδρέας Δελένου Βάκας μετακομίσθη ἐκ τῆς ὁδοῦ Σταδίου εἰς τὴν ὁδὸν Κολοκοτρώνη. Ἡ ἰατρικὴ κλινικὴ τοῦ ἰατροῦ ἔχει πλήρη ἐργαστήρια καὶ ὅλα τὰ νεώτερα μηχανήματα πρὸς θεραπείαν τῶν ἀσθενῶν. [585, 770, 821, 846]
table-row [104, 313, 336, 325]
label: Ἐξεδόθησαν: [1165, 555, 1241, 567]
headline: ΑΜΑΞΟΣΤΟΙΧΙΑΣ [397, 1230, 525, 1246]
row-label: Σιδηροδρόμων Π. Α. Π. [106, 301, 218, 313]
headline: ΠΟΣΟΙ ΕΚΛΗΘΗΣΑΝ [599, 205, 807, 226]
row-value [225, 529, 287, 541]
text: Συλλογὴ ἐξαιρετικὴ καλτσῶν, χειροκτίων, ῥινομάκτρων, λαιμοδετῶν καὶ ἐσωφορίων ἐκ μαλλίου. [844, 906, 1052, 944]
row-label: Τράπεζα Πειραιῶς [106, 227, 196, 239]
headline: Ο ΑΡΧΗΓΟΣ [401, 506, 521, 527]
ad-teleutaia [1346, 638, 1540, 842]
row-value: 122.75 [300, 312, 334, 324]
text: Δὲν ἐγνώριζεν, κύριε Διευθυντά, εἰς τὰς ἐκλογικὰς ἡμέρας, τὰς ὁποίας ἀπὸ εἰκοσαετίας βλέπομεν ἐν τῇ ἐπαρχίᾳ Βόλου, ἔνθα νὰ πρόκειται περὶ τῶν ἐντιμότερων ἀγώνων. Τὰ κόμματα, τὰ ὁποῖα μέχρι τοῦδε ἐθεωροῦντο ὡς ἀδιάσπαστα, ἤρχισαν ἤδη νὰ διασπῶνται. Μεταξὺ τῶν νέων ὑποψηφίων εἶνε καὶ ὁ κ. Ἠλίας Παπαγεωργόπουλος, ἀνὴρ νέος, εὐπαίδευτος καὶ πεπαιδευμένος, ὅστις ἀπέδειξεν ὅτι εἶνε ἄξιος νὰ ἀντιπροσωπεύσῃ τὴν ἐπαρχίαν εἰς τὴν Βουλήν. Ἡ μεγάλη κοινωνικὴ αὐτοῦ μόρφωσις, ἡ φιλανθρωπία του καὶ ἡ πρὸς τὸν λαὸν ἀγάπη τοῦ ἐγεννηθέντος καθιστῶσιν αὐτὸν τὸν προσφιλέστερον τῶν ὑποψηφίων. [585, 389, 821, 603]
telegram-line: ΤΗΛΕΓΡΑΦΗΜΑ ΤΟΥ "ΣΚΡΙΠ" [390, 987, 532, 998]
text: καὶ πάντων τῶν ἀφροδισιακῶν παθῶν ἐν βραχεῖ καὶ ἀκινδύνως θεραπεύει ἐντὸς ὀλίγων ἡμερῶν διὰ τῶν νεωτάτων μεθόδων ὁ ἰατρός [1083, 217, 1323, 267]
text: Λαοῦ, καὶ συλλογὴ χρωμολιθογραφιῶν Ἐπίκουρων. [836, 126, 1060, 151]
row-value: 442.— [303, 370, 334, 382]
row-label: Λίρα Ἀγγλίας [106, 439, 172, 451]
ad-name: ΟΙΝΟΣ ΜΠΥΖΩ [1299, 1175, 1411, 1191]
row-label: Γεν. Ἑταιρ. Ἐργολήψιῶν [106, 335, 226, 347]
companies-table [104, 278, 336, 405]
row-label: Πορσελάνινα παιγνίδια [1356, 728, 1472, 740]
row-value: δρ. 15 [1291, 569, 1321, 581]
table-row [104, 517, 336, 529]
row-label: Ἐνοχικοῦ Γεν. μέρους [1085, 592, 1192, 604]
row-value: » 13 [1300, 580, 1321, 592]
telegram-line: ΤΗΛΕΓΡΑΦΗΜΑ ΤΟΥ "ΣΚΡΙΠ" [390, 850, 532, 861]
row-label: Σιδηροδρ. Ἀθηνῶν Πειραιῶς [106, 289, 243, 301]
column-rule [1067, 126, 1068, 2160]
text: — Ἡ μέχρι τοῦδε ἐν Πειραιεῖ μοδίστα κ. Μαρία Μαυρουσίου εἰδοποιεῖ τὰς πελάτιδας της ὅτι μετέφερε τὸ κατάστημά της ἐν Ἀθήναις εἰς τὴν γωνίαν τῶν ὁδῶν Μητροπόλεως καὶ Πεντέλης. [836, 349, 1060, 425]
address: (Ὄπισθεν Ἁγίας Κυριακῆς) [1142, 319, 1264, 330]
table-row [104, 239, 336, 251]
text: ΠΕΤΡΟΥΠΟΛΙΣ, 21 Ὀκτωβρίου (δι' ἐμμέσου ὁδοῦ). Φοβερὰ ἐπιδημία ἰλαρᾶς ἐσκήψεν εἰς τὴν Ρωσσίαν. Εἰς τὸ Χάρκοβον καὶ τὴν ἐπαρχίαν ἐσημειώθησαν ἄνω τῶν 10,000 κρουσμάτων. Εἰς τὸ Κρόστ κατεκλύσθησαν 700 κρούσματα. Ἡ ἐπιδημία κατηρήμωσε τὰ χωριὰ τῆς Χερσονήσου. [352, 1001, 570, 1115]
subheadline: Διὰ τὸν ὑποψήφιον βουλευτὴν Βόλου κ. Ἠλίαν Παπαγεωργόπουλον [587, 363, 819, 387]
headline: ΕΚΔΟΣΙΣ WINDSHEID ΑΡΓΥΡΟΥ [1111, 487, 1295, 499]
row-value: 37.35 [306, 450, 334, 462]
address: ΟΔΟΣ ΑΙΟΛΟΥ ΑΡ. 70 [1229, 1925, 1386, 1941]
table-row [1083, 581, 1323, 593]
headline: ΤΕΛΕΙΟΝ [1156, 369, 1250, 390]
coins-title: ΝΟΜΙΣΜΑΤΑ [182, 413, 258, 425]
text: εἰδικὸς ἐν Βιέννῃ καὶ Παρισίοις σπουδάσας τὰς συφιλιδικά, δερματικά, γυναικολογικὰ νοσήματα, θεραπεύει ταχέως καὶ ἀσφαλῶς. Δέχεται 8–11 π. μ. 3–6 μ. μ. [1083, 670, 1323, 721]
text: Κατόπιν ἐπισταμένης μελέτης ἐπὶ τῆς πολιτικῆς καταστάσεως τοῦ τόπου, δηλῶ ὅτι εἶμαι ὑποψήφιος βουλευτὴς τῆς ἐπαρχίας Ὀλυμπίας, ἐπὶ τῷ σκοπῷ νὰ ὑπηρετήσω τὰ συμφέροντα τῶν συμπολιτῶν μου. [836, 1002, 1060, 1078]
text: Ὁ Οἶνος Μπυζῶ εἶνε τὸ καλλίτερον καὶ μᾶλλον εὐχάριστον τονωτικόν. Συνιστᾶται δὲ ὑπὸ τῶν ἐπισημοτέρων ἰατρῶν πρὸς θεραπείαν τῆς ἀναιμίας, τῆς χλωρώσεως, τῶν νευρικῶν νοσημάτων καὶ τῶν στομαχικῶν ἐν γένει ἀσθενειῶν. [1084, 1467, 1531, 1505]
row-value: 76.25 [306, 393, 334, 405]
headline: Ο ΓΕΝΙΚΟΣ ΕΠΙΘΕΩΡΗΤΗΣ [118, 1194, 322, 1210]
text: — Δόθηκε ἑορτὴ ὑπὸ τῆς κυρίας Ἰακώβου ἀρτίως κατὰ τὴν ὁποίαν παρέστησαν πολλαὶ κυρίαι τῆς ἀριστοκρατίας. Εὐχόμεθα αἴσια πάντα πολλά. [585, 716, 821, 767]
headline: ΑΝΑΒΟΛΗ ΤΗΣ ΔΙΚΗΣ ΖΑΠΠΑ [374, 1124, 548, 1136]
headline: ΕΚΤΡΟΧΙΑΣΙΣ [409, 1211, 513, 1227]
banks-table [104, 182, 336, 263]
column-rule [577, 126, 578, 2160]
telegram-line: ΤΗΛΕΓΡΑΦΗΜΑ ΤΟΥ "ΣΚΡΙΠ" [390, 1248, 532, 1259]
row-label: Εἰκοσάφραγκον χρυσοῦν [106, 427, 227, 439]
text: ΠΑΤΡΑΙ, 21 Ὀκτωβρίου. Χθὲς τὸ ἑσπέρας πλησίον τῆς Κυπαρισσίας εἰς θέσιν Κακὸ Νερὸν ἐξετροχιάσθη ἡ ἀμαξοστοιχία ἡ ἐρχομένη ἐκ Καλαμῶν. Εὐτυχῶς ὁ μηχανικὸς ὁ κ. Οἰκονόμου ἐσταμάτησεν. [352, 1262, 570, 1338]
row-label: Σιδηροδρόμων Θεσσαλίας [106, 312, 233, 324]
row-value: » 6 [1515, 705, 1530, 717]
headline: ΓΝΩΣΤΟΠΟΙΗΣΙΣ [1378, 328, 1508, 344]
row-label: Ἐπὶ Γερμανίας [106, 517, 179, 529]
row-label: Ἀεριόφωτος Ἀθηνῶν [106, 370, 205, 382]
row-label: Ἐξαγωγῆς Ἐλαίων [106, 393, 197, 405]
